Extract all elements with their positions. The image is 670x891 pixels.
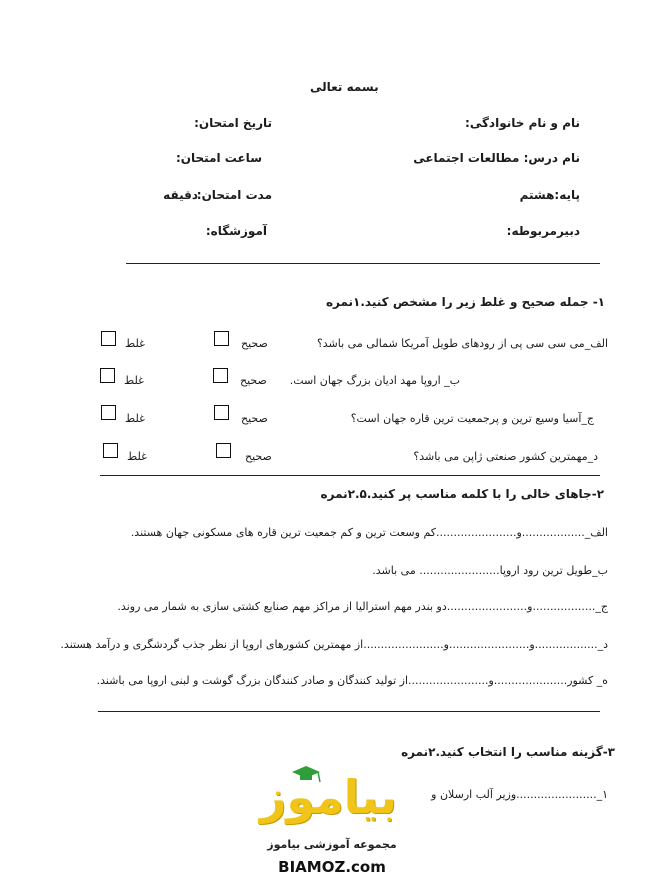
- subject-field: [413, 151, 580, 165]
- exam-time-label: ساعت امتحان:: [175, 151, 262, 165]
- name-label: نام و نام خانوادگی:: [465, 116, 580, 130]
- q1-item-4-false-checkbox[interactable]: [103, 443, 118, 458]
- q2-item-5: ه_ کشور.....................و.......................از تولید کنندگان و صادر کنندگان بزرگ گوشت و لبنی اروپا می باشند.: [96, 674, 608, 687]
- q1-title: ۱- جمله صحیح و غلط زیر را مشخص کنید.۱نمره: [325, 295, 605, 309]
- q1-item-4: د_مهمترین کشور صنعتی ژاپن می باشد؟: [413, 450, 598, 463]
- grade-label: پایه:هشتم: [519, 188, 580, 202]
- bismillah: بسمه تعالی: [310, 80, 379, 94]
- q1-item-2: ب_ اروپا مهد ادیان بزرگ جهان است.: [289, 374, 460, 387]
- exam-date-label: تاریخ امتحان:: [194, 116, 272, 130]
- logo-site: BIAMOZ.com: [278, 858, 386, 876]
- q1-item-4-true-label: صحیح: [245, 450, 272, 463]
- q1-item-4-false-label: غلط: [127, 450, 147, 463]
- q1-item-1-false-label: غلط: [125, 337, 145, 350]
- q2-item-4: د_..................و.......................و.......................از مهمترین کشورهای اروپا از نظر جذب گردشگری و درآمد هستند.: [60, 638, 608, 651]
- q2-divider: [98, 711, 600, 712]
- q1-item-3: ج_آسیا وسیع ترین و پرجمعیت ترین قاره جهان است؟: [350, 412, 594, 425]
- biamoz-logo: [259, 762, 402, 887]
- q1-item-1: الف_می سی سی پی از رودهای طویل آمریکا شمالی می باشد؟: [316, 337, 608, 350]
- q1-item-2-true-label: صحیح: [240, 374, 267, 387]
- subject-label: نام درس:: [523, 151, 580, 165]
- q1-divider: [100, 475, 600, 476]
- q3-item-1: ۱_.......................وزیر آلب ارسلان و: [431, 788, 608, 801]
- logo-text: بیاموز: [259, 770, 397, 824]
- q1-item-3-false-label: غلط: [125, 412, 145, 425]
- header-divider: [126, 263, 600, 264]
- q2-item-2: ب_طویل ترین رود اروپا....................... می باشد.: [372, 564, 608, 577]
- q1-item-4-true-checkbox[interactable]: [216, 443, 231, 458]
- school-label: آموزشگاه:: [205, 224, 267, 238]
- q1-item-3-false-checkbox[interactable]: [101, 405, 116, 420]
- q1-item-3-true-checkbox[interactable]: [214, 405, 229, 420]
- q1-item-1-true-label: صحیح: [241, 337, 268, 350]
- q2-item-1: الف_..................و.......................کم وسعت ترین و کم جمعیت ترین قاره های مسکونی جهان هستند.: [130, 526, 608, 539]
- subject-value: مطالعات اجتماعی: [413, 151, 520, 165]
- q1-item-1-true-checkbox[interactable]: [214, 331, 229, 346]
- q1-item-3-true-label: صحیح: [241, 412, 268, 425]
- q2-title: ۲-جاهای خالی را با کلمه مناسب پر کنید.۲.۵نمره: [320, 487, 604, 501]
- teacher-label: دبیرمربوطه:: [506, 224, 580, 238]
- duration-label: مدت امتحان:: [196, 188, 272, 202]
- q1-item-2-false-label: غلط: [124, 374, 144, 387]
- q2-item-3: ج_..................و.......................دو بندر مهم استرالیا از مراکز مهم صنایع کشتی سازی به شمار می روند.: [117, 600, 608, 613]
- q3-title: ۳-گزینه مناسب را انتخاب کنید.۲نمره: [401, 745, 615, 759]
- duration-unit: دقیقه: [163, 188, 198, 202]
- q1-item-2-true-checkbox[interactable]: [213, 368, 228, 383]
- q1-item-2-false-checkbox[interactable]: [100, 368, 115, 383]
- logo-tagline: مجموعه آموزشی بیاموز: [267, 838, 397, 851]
- q1-item-1-false-checkbox[interactable]: [101, 331, 116, 346]
